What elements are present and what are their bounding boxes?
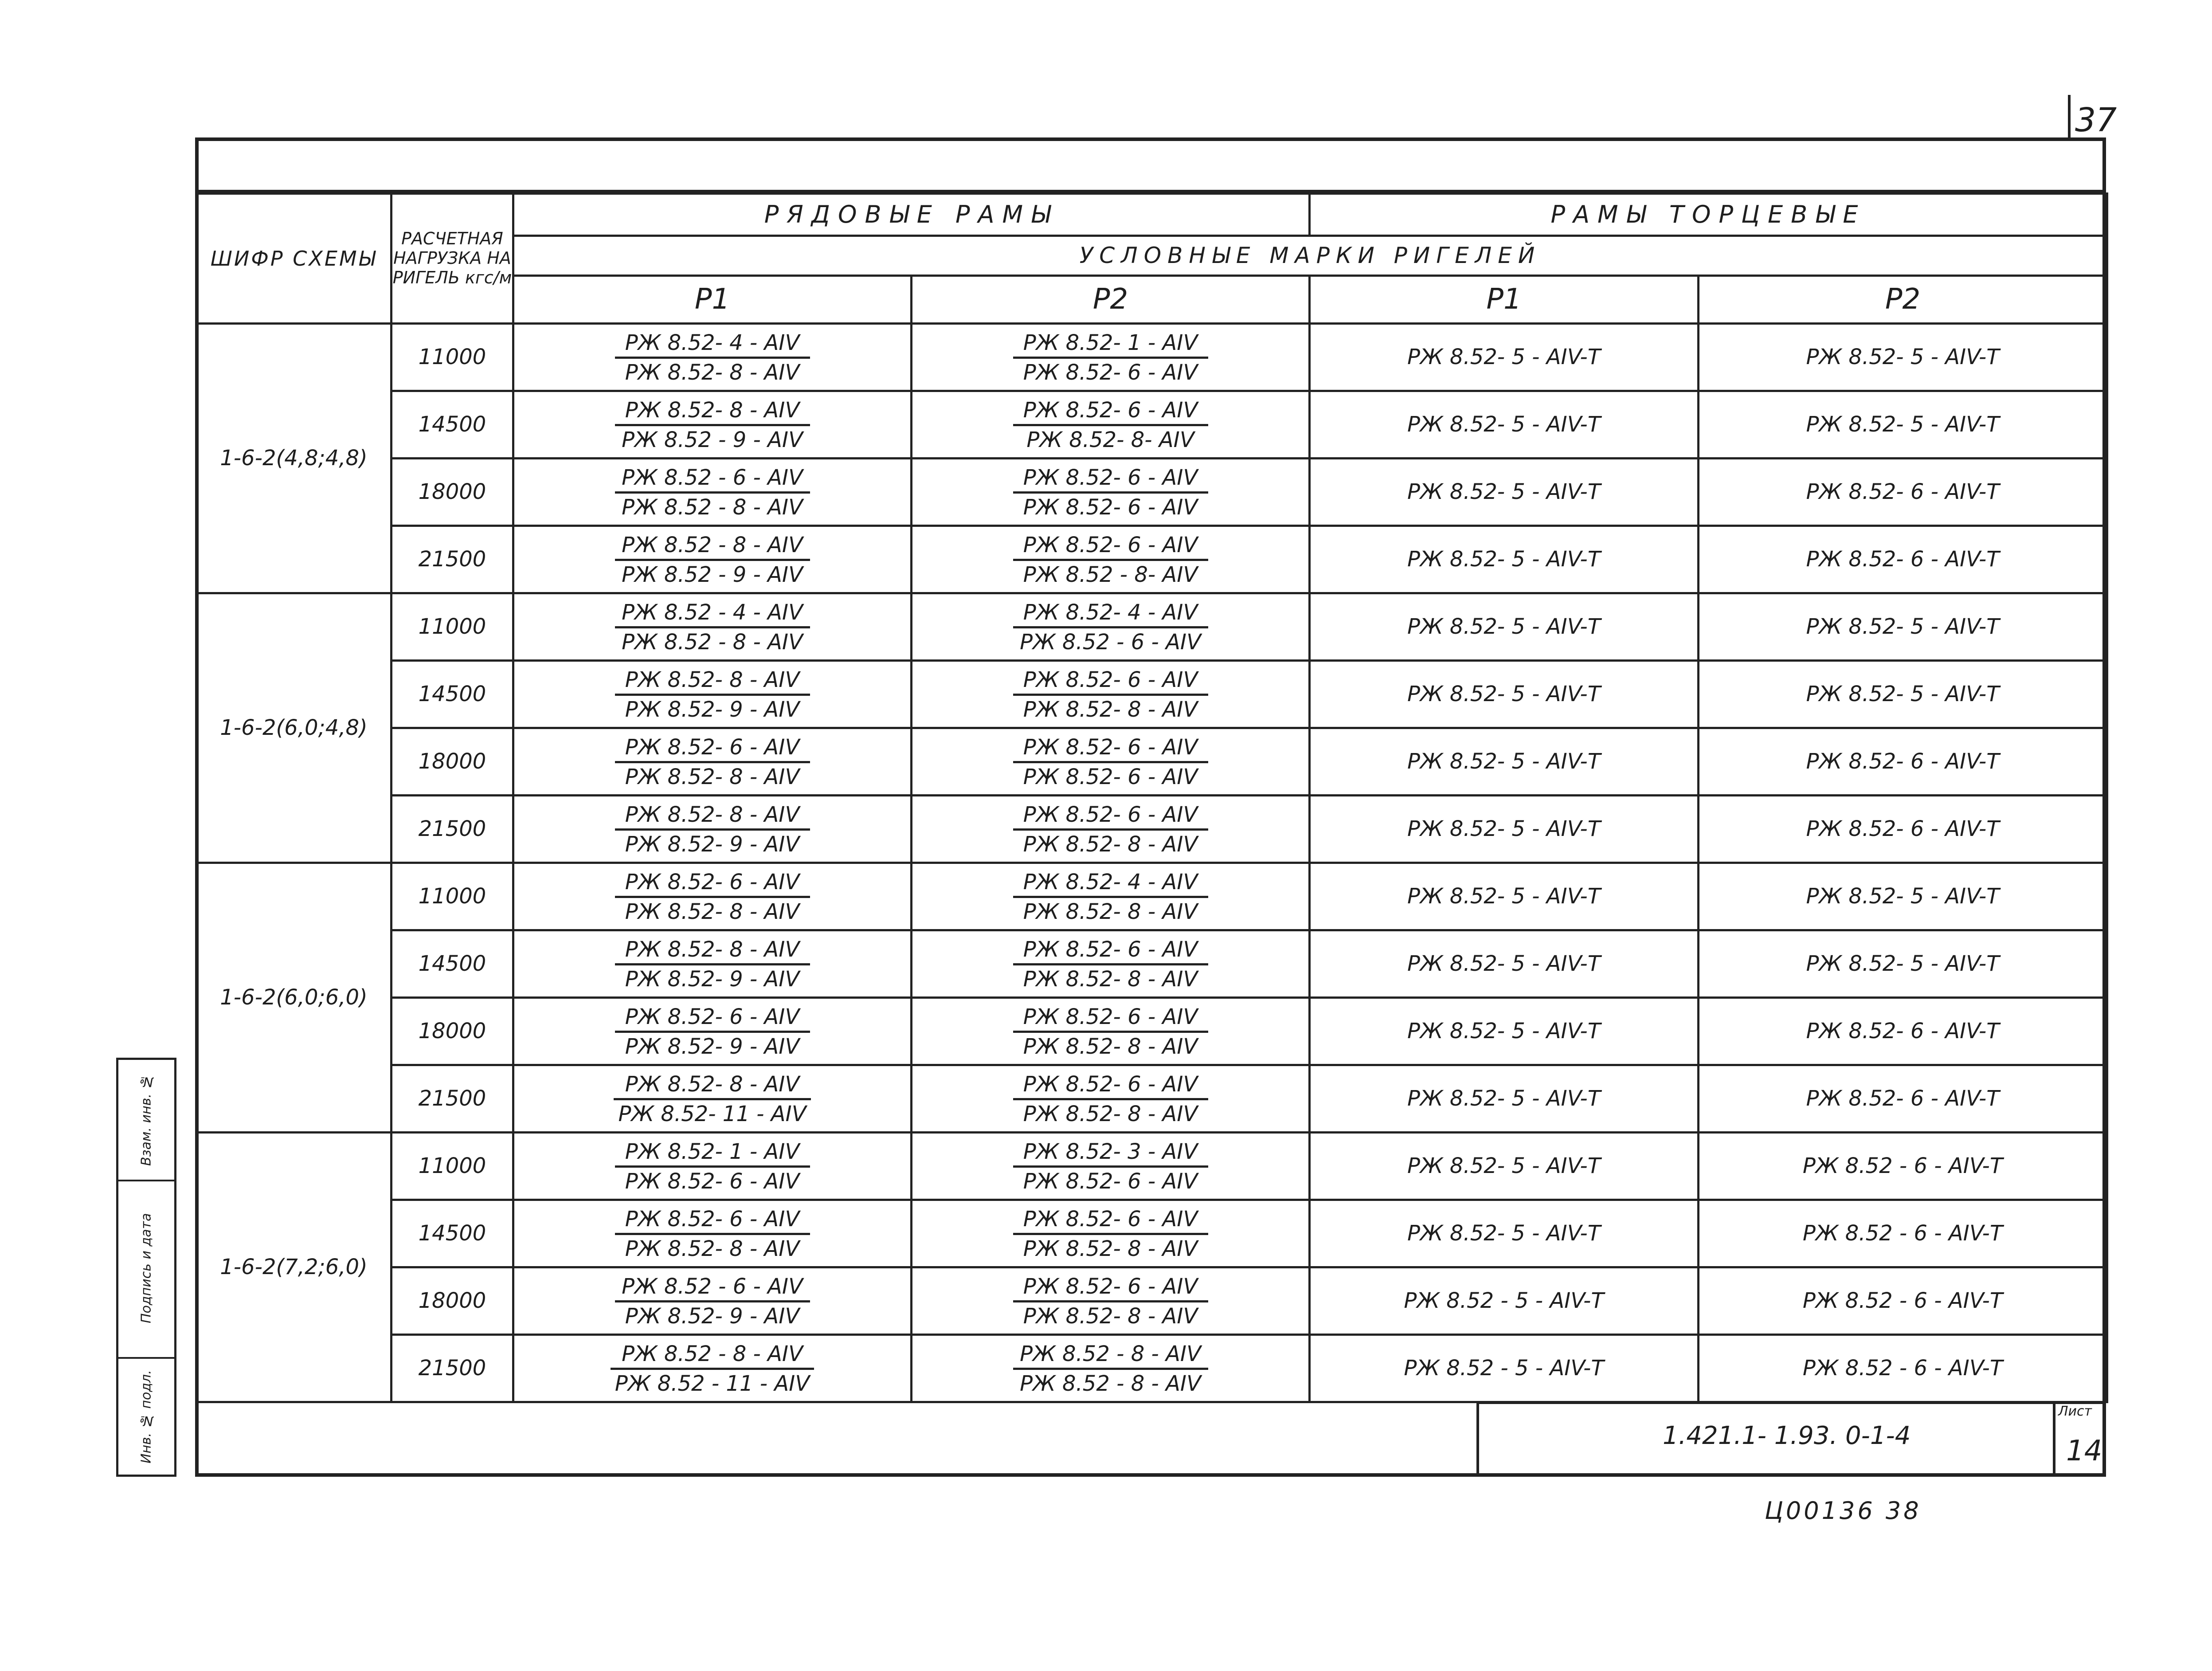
row-frame-p1-cell — [513, 661, 912, 728]
beam-mark-fraction — [615, 869, 810, 924]
end-frame-p1-cell: РЖ 8.52- 5 - АIV-Т — [1310, 796, 1699, 863]
row-frame-p2-cell — [912, 796, 1310, 863]
end-frame-p1-cell: РЖ 8.52- 5 - АIV-Т — [1310, 526, 1699, 593]
load-cell: 14500 — [392, 391, 513, 459]
document-code: 1.421.1- 1.93. 0-1-4 — [1663, 1421, 1911, 1450]
row-frame-p2-cell — [912, 728, 1310, 796]
row-frame-p1-cell — [513, 998, 912, 1065]
beam-mark-fraction — [611, 1341, 814, 1396]
end-frame-p2-cell: РЖ 8.52- 6 - АIV-Т — [1699, 526, 2107, 593]
row-frame-p2-cell — [912, 930, 1310, 998]
beam-mark-numerator: РЖ 8.52 - 8 - АIV — [611, 1341, 814, 1370]
beam-mark-numerator: РЖ 8.52- 4 - АIV — [1013, 869, 1208, 898]
load-cell: 14500 — [392, 1200, 513, 1267]
scheme-cell: 1-6-2(4,8;4,8) — [196, 324, 392, 593]
row-frame-p2-cell — [912, 1335, 1310, 1402]
end-frame-p1-cell: РЖ 8.52- 5 - АIV-Т — [1310, 1200, 1699, 1267]
header-end-p1: Р1 — [1310, 276, 1699, 324]
table-row — [196, 661, 2107, 728]
row-frame-p2-cell — [912, 1200, 1310, 1267]
beam-mark-fraction — [615, 600, 810, 655]
beam-mark-numerator: РЖ 8.52- 6 - АIV — [1013, 937, 1208, 965]
beam-mark-numerator: РЖ 8.52 - 8 - АIV — [1013, 1341, 1208, 1370]
beam-mark-denominator: РЖ 8.52- 11 - АIV — [618, 1102, 806, 1126]
table-body — [196, 324, 2107, 1402]
beam-mark-numerator: РЖ 8.52- 6 - АIV — [615, 1206, 810, 1235]
end-frame-p1-cell: РЖ 8.52- 5 - АIV-Т — [1310, 661, 1699, 728]
beam-mark-denominator: РЖ 8.52 - 8 - АIV — [622, 495, 803, 520]
beam-mark-denominator: РЖ 8.52- 8 - АIV — [1023, 1236, 1198, 1261]
beam-mark-denominator: РЖ 8.52- 8 - АIV — [1023, 697, 1198, 722]
page-number: 37 — [2075, 101, 2117, 139]
beam-mark-fraction — [1013, 1004, 1208, 1059]
beam-mark-fraction — [1013, 330, 1208, 385]
table-row — [196, 796, 2107, 863]
beam-mark-fraction — [1013, 1341, 1208, 1396]
sheet-label: Лист — [2058, 1404, 2092, 1419]
beam-mark-numerator: РЖ 8.52- 6 - АIV — [615, 869, 810, 898]
table-row — [196, 863, 2107, 930]
beam-mark-numerator: РЖ 8.52- 6 - АIV — [1013, 1206, 1208, 1235]
beam-mark-denominator: РЖ 8.52- 8 - АIV — [1023, 899, 1198, 924]
end-frame-p2-cell: РЖ 8.52- 5 - АIV-Т — [1699, 324, 2107, 391]
header-p1: Р1 — [513, 276, 912, 324]
beam-mark-fraction — [1013, 397, 1208, 452]
beam-mark-numerator: РЖ 8.52- 8 - АIV — [615, 667, 810, 696]
top-strip — [195, 137, 2106, 192]
table-row — [196, 1200, 2107, 1267]
beam-mark-denominator: РЖ 8.52- 6 - АIV — [1023, 360, 1198, 385]
table-row — [196, 998, 2107, 1065]
load-cell: 11000 — [392, 863, 513, 930]
beam-mark-fraction — [1013, 937, 1208, 992]
load-cell: 14500 — [392, 930, 513, 998]
beam-mark-fraction — [615, 532, 810, 587]
beam-mark-numerator: РЖ 8.52- 1 - АIV — [615, 1139, 810, 1168]
side-stamp-replace-inv: Взам. инв. № — [138, 1074, 154, 1166]
beam-mark-fraction — [1013, 600, 1208, 655]
beam-mark-numerator: РЖ 8.52- 8 - АIV — [615, 397, 810, 426]
load-cell: 21500 — [392, 526, 513, 593]
load-cell: 18000 — [392, 998, 513, 1065]
load-cell: 21500 — [392, 1335, 513, 1402]
beam-mark-numerator: РЖ 8.52- 8 - АIV — [615, 937, 810, 965]
end-frame-p1-cell: РЖ 8.52- 5 - АIV-Т — [1310, 391, 1699, 459]
beam-mark-denominator: РЖ 8.52- 6 - АIV — [625, 1169, 800, 1194]
table-row — [196, 593, 2107, 661]
beam-mark-numerator: РЖ 8.52 - 8 - АIV — [615, 532, 810, 561]
table-row — [196, 1133, 2107, 1200]
beam-mark-numerator: РЖ 8.52- 4 - АIV — [615, 330, 810, 359]
sheet-number: 14 — [2066, 1435, 2102, 1467]
row-frame-p1-cell — [513, 1200, 912, 1267]
beam-mark-denominator: РЖ 8.52- 8 - АIV — [1023, 1034, 1198, 1059]
header-end-p2: Р2 — [1699, 276, 2107, 324]
beam-mark-fraction — [1013, 1206, 1208, 1261]
end-frame-p2-cell: РЖ 8.52- 5 - АIV-Т — [1699, 593, 2107, 661]
header-p2: Р2 — [912, 276, 1310, 324]
beam-mark-denominator: РЖ 8.52 - 9 - АIV — [622, 428, 803, 452]
row-frame-p1-cell — [513, 1133, 912, 1200]
table-row — [196, 1267, 2107, 1335]
header-scheme: ШИФР СХЕМЫ — [196, 194, 392, 324]
row-frame-p2-cell — [912, 661, 1310, 728]
row-frame-p1-cell — [513, 459, 912, 526]
header-row-frames: РЯДОВЫЕ РАМЫ — [513, 194, 1310, 236]
beam-mark-numerator: РЖ 8.52 - 6 - АIV — [615, 465, 810, 494]
beam-mark-fraction — [615, 330, 810, 385]
beam-mark-denominator: РЖ 8.52- 8 - АIV — [625, 899, 800, 924]
row-frame-p2-cell — [912, 1133, 1310, 1200]
beam-mark-fraction — [615, 465, 810, 520]
load-cell: 21500 — [392, 1065, 513, 1133]
beam-mark-fraction — [614, 1071, 810, 1126]
beam-mark-denominator: РЖ 8.52 - 11 - АIV — [615, 1371, 810, 1396]
end-frame-p2-cell: РЖ 8.52- 5 - АIV-Т — [1699, 661, 2107, 728]
row-frame-p2-cell — [912, 863, 1310, 930]
end-frame-p2-cell: РЖ 8.52- 6 - АIV-Т — [1699, 796, 2107, 863]
end-frame-p1-cell: РЖ 8.52- 5 - АIV-Т — [1310, 1133, 1699, 1200]
load-cell: 18000 — [392, 728, 513, 796]
beam-mark-numerator: РЖ 8.52- 6 - АIV — [1013, 802, 1208, 831]
end-frame-p2-cell: РЖ 8.52- 5 - АIV-Т — [1699, 391, 2107, 459]
beam-mark-denominator: РЖ 8.52- 8 - АIV — [625, 360, 800, 385]
table-row — [196, 324, 2107, 391]
beam-mark-fraction — [1013, 1139, 1208, 1194]
end-frame-p1-cell: РЖ 8.52- 5 - АIV-Т — [1310, 863, 1699, 930]
load-cell: 21500 — [392, 796, 513, 863]
header-load: РАСЧЕТНАЯ НАГРУЗКА НА РИГЕЛЬ кгс/м — [392, 194, 513, 324]
row-frame-p2-cell — [912, 459, 1310, 526]
beam-marks-table — [195, 192, 2108, 1403]
load-cell: 11000 — [392, 324, 513, 391]
beam-mark-denominator: РЖ 8.52- 9 - АIV — [625, 832, 800, 857]
side-stamp-signature: Подпись и дата — [138, 1213, 154, 1324]
beam-mark-denominator: РЖ 8.52- 9 - АIV — [625, 1034, 800, 1059]
beam-mark-fraction — [615, 734, 810, 789]
end-frame-p1-cell: РЖ 8.52- 5 - АIV-Т — [1310, 324, 1699, 391]
scheme-cell: 1-6-2(6,0;6,0) — [196, 863, 392, 1133]
end-frame-p1-cell: РЖ 8.52- 5 - АIV-Т — [1310, 998, 1699, 1065]
beam-mark-fraction — [1013, 532, 1208, 587]
beam-mark-fraction — [1013, 1071, 1208, 1126]
beam-mark-denominator: РЖ 8.52- 8 - АIV — [625, 765, 800, 789]
beam-mark-numerator: РЖ 8.52- 4 - АIV — [1013, 600, 1208, 628]
table-row — [196, 1335, 2107, 1402]
beam-mark-fraction — [1013, 869, 1208, 924]
beam-mark-denominator: РЖ 8.52- 6 - АIV — [1023, 495, 1198, 520]
beam-mark-fraction — [615, 1139, 810, 1194]
row-frame-p1-cell — [513, 863, 912, 930]
end-frame-p2-cell: РЖ 8.52 - 6 - АIV-Т — [1699, 1200, 2107, 1267]
beam-mark-denominator: РЖ 8.52- 8 - АIV — [1023, 967, 1198, 992]
end-frame-p2-cell: РЖ 8.52- 6 - АIV-Т — [1699, 1065, 2107, 1133]
row-frame-p2-cell — [912, 526, 1310, 593]
end-frame-p2-cell: РЖ 8.52- 5 - АIV-Т — [1699, 930, 2107, 998]
beam-mark-fraction — [615, 802, 810, 857]
end-frame-p1-cell: РЖ 8.52 - 5 - АIV-Т — [1310, 1267, 1699, 1335]
beam-mark-denominator: РЖ 8.52- 9 - АIV — [625, 697, 800, 722]
end-frame-p1-cell: РЖ 8.52- 5 - АIV-Т — [1310, 930, 1699, 998]
end-frame-p1-cell: РЖ 8.52 - 5 - АIV-Т — [1310, 1335, 1699, 1402]
beam-mark-denominator: РЖ 8.52 - 8- АIV — [1023, 562, 1198, 587]
end-frame-p2-cell: РЖ 8.52- 6 - АIV-Т — [1699, 459, 2107, 526]
row-frame-p1-cell — [513, 391, 912, 459]
beam-mark-fraction — [1013, 465, 1208, 520]
beam-mark-denominator: РЖ 8.52- 6 - АIV — [1023, 1169, 1198, 1194]
row-frame-p2-cell — [912, 1267, 1310, 1335]
row-frame-p1-cell — [513, 526, 912, 593]
beam-mark-numerator: РЖ 8.52- 8 - АIV — [614, 1071, 810, 1100]
side-stamp — [116, 1058, 176, 1477]
scheme-cell: 1-6-2(7,2;6,0) — [196, 1133, 392, 1402]
end-frame-p2-cell: РЖ 8.52 - 6 - АIV-Т — [1699, 1133, 2107, 1200]
beam-mark-numerator: РЖ 8.52 - 6 - АIV — [615, 1274, 810, 1302]
beam-mark-fraction — [1013, 1274, 1208, 1329]
beam-mark-denominator: РЖ 8.52 - 9 - АIV — [622, 562, 803, 587]
end-frame-p1-cell: РЖ 8.52- 5 - АIV-Т — [1310, 593, 1699, 661]
table-row — [196, 728, 2107, 796]
end-frame-p2-cell: РЖ 8.52 - 6 - АIV-Т — [1699, 1267, 2107, 1335]
row-frame-p1-cell — [513, 728, 912, 796]
beam-mark-numerator: РЖ 8.52- 6 - АIV — [1013, 734, 1208, 763]
row-frame-p2-cell — [912, 593, 1310, 661]
beam-mark-denominator: РЖ 8.52- 8- АIV — [1026, 428, 1194, 452]
row-frame-p1-cell — [513, 1065, 912, 1133]
load-cell: 11000 — [392, 593, 513, 661]
beam-mark-denominator: РЖ 8.52- 6 - АIV — [1023, 765, 1198, 789]
page-number-rule — [2068, 95, 2071, 141]
beam-mark-numerator: РЖ 8.52- 6 - АIV — [1013, 532, 1208, 561]
table-row — [196, 1065, 2107, 1133]
end-frame-p2-cell: РЖ 8.52- 6 - АIV-Т — [1699, 728, 2107, 796]
row-frame-p1-cell — [513, 1267, 912, 1335]
row-frame-p2-cell — [912, 1065, 1310, 1133]
row-frame-p1-cell — [513, 796, 912, 863]
end-frame-p2-cell: РЖ 8.52 - 6 - АIV-Т — [1699, 1335, 2107, 1402]
beam-mark-numerator: РЖ 8.52- 6 - АIV — [1013, 1274, 1208, 1302]
row-frame-p2-cell — [912, 324, 1310, 391]
beam-mark-fraction — [1013, 667, 1208, 722]
beam-mark-numerator: РЖ 8.52- 6 - АIV — [1013, 1004, 1208, 1033]
footer-archive-code: Ц00136 38 — [1765, 1497, 1922, 1525]
beam-mark-fraction — [615, 397, 810, 452]
beam-mark-numerator: РЖ 8.52- 6 - АIV — [1013, 667, 1208, 696]
row-frame-p1-cell — [513, 324, 912, 391]
beam-mark-numerator: РЖ 8.52- 3 - АIV — [1013, 1139, 1208, 1168]
load-cell: 18000 — [392, 1267, 513, 1335]
beam-mark-numerator: РЖ 8.52- 6 - АIV — [1013, 1071, 1208, 1100]
side-stamp-inv-no: Инв. № подл. — [138, 1370, 154, 1464]
beam-mark-fraction — [615, 1274, 810, 1329]
row-frame-p2-cell — [912, 998, 1310, 1065]
header-marks: УСЛОВНЫЕ МАРКИ РИГЕЛЕЙ — [513, 236, 2107, 276]
beam-mark-numerator: РЖ 8.52- 1 - АIV — [1013, 330, 1208, 359]
row-frame-p1-cell — [513, 1335, 912, 1402]
beam-mark-numerator: РЖ 8.52- 8 - АIV — [615, 802, 810, 831]
beam-mark-fraction — [615, 1206, 810, 1261]
beam-mark-denominator: РЖ 8.52 - 6 - АIV — [1020, 630, 1201, 655]
end-frame-p1-cell: РЖ 8.52- 5 - АIV-Т — [1310, 459, 1699, 526]
beam-mark-numerator: РЖ 8.52 - 4 - АIV — [615, 600, 810, 628]
end-frame-p2-cell: РЖ 8.52- 6 - АIV-Т — [1699, 998, 2107, 1065]
beam-mark-denominator: РЖ 8.52- 9 - АIV — [625, 967, 800, 992]
table-row — [196, 526, 2107, 593]
end-frame-p1-cell: РЖ 8.52- 5 - АIV-Т — [1310, 1065, 1699, 1133]
beam-mark-fraction — [1013, 734, 1208, 789]
beam-mark-fraction — [615, 1004, 810, 1059]
table-row — [196, 930, 2107, 998]
table-row — [196, 391, 2107, 459]
beam-mark-denominator: РЖ 8.52- 8 - АIV — [1023, 1304, 1198, 1329]
row-frame-p1-cell — [513, 593, 912, 661]
beam-mark-denominator: РЖ 8.52- 8 - АIV — [1023, 832, 1198, 857]
row-frame-p2-cell — [912, 391, 1310, 459]
end-frame-p2-cell: РЖ 8.52- 5 - АIV-Т — [1699, 863, 2107, 930]
beam-mark-denominator: РЖ 8.52- 8 - АIV — [625, 1236, 800, 1261]
beam-mark-denominator: РЖ 8.52 - 8 - АIV — [622, 630, 803, 655]
end-frame-p1-cell: РЖ 8.52- 5 - АIV-Т — [1310, 728, 1699, 796]
beam-mark-fraction — [615, 937, 810, 992]
beam-mark-fraction — [1013, 802, 1208, 857]
beam-mark-numerator: РЖ 8.52- 6 - АIV — [1013, 397, 1208, 426]
beam-mark-denominator: РЖ 8.52- 8 - АIV — [1023, 1102, 1198, 1126]
header-end-frames: РАМЫ ТОРЦЕВЫЕ — [1310, 194, 2107, 236]
beam-mark-denominator: РЖ 8.52- 9 - АIV — [625, 1304, 800, 1329]
beam-mark-fraction — [615, 667, 810, 722]
beam-mark-numerator: РЖ 8.52- 6 - АIV — [615, 1004, 810, 1033]
load-cell: 11000 — [392, 1133, 513, 1200]
load-cell: 14500 — [392, 661, 513, 728]
load-cell: 18000 — [392, 459, 513, 526]
beam-mark-denominator: РЖ 8.52 - 8 - АIV — [1020, 1371, 1201, 1396]
beam-mark-numerator: РЖ 8.52- 6 - АIV — [1013, 465, 1208, 494]
scheme-cell: 1-6-2(6,0;4,8) — [196, 593, 392, 863]
table-row — [196, 459, 2107, 526]
row-frame-p1-cell — [513, 930, 912, 998]
beam-mark-numerator: РЖ 8.52- 6 - АIV — [615, 734, 810, 763]
